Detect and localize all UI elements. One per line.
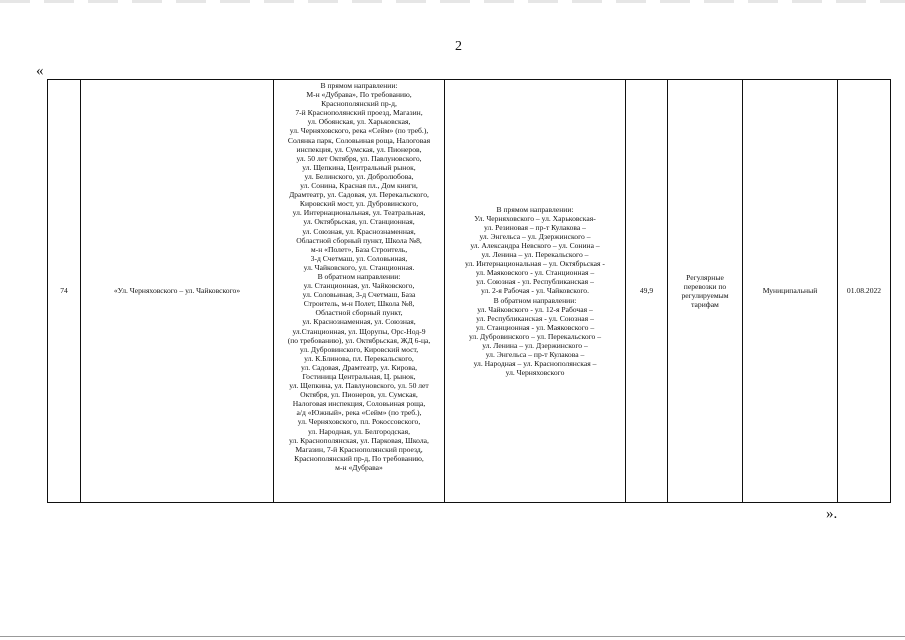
scan-bottom-edge bbox=[0, 636, 905, 637]
start-date-cell bbox=[838, 80, 891, 503]
route-table bbox=[47, 79, 891, 503]
route-length-cell bbox=[626, 80, 668, 503]
fare-type: Регулярные перевозки по регулируемым тарифам bbox=[681, 272, 729, 310]
streets-cell bbox=[445, 80, 626, 503]
start-date: 01.08.2022 bbox=[846, 286, 882, 296]
fare-type-cell bbox=[668, 80, 743, 503]
opening-quote-mark: « bbox=[36, 63, 44, 79]
route-name-cell bbox=[81, 80, 274, 503]
vehicle-type-cell bbox=[743, 80, 838, 503]
stops-cell bbox=[274, 80, 445, 503]
route-number: 74 bbox=[60, 286, 68, 296]
closing-quote-mark: ». bbox=[826, 506, 838, 522]
table-row bbox=[48, 80, 891, 503]
stops-list: В прямом направлении: М-н «Дубрава», По требованию, Краснополянский пр-д, 7-й Краснополянский проезд, Магазин, ул. Обоянская, ул. Харьковская, ул. Черняховского, река «Сейм» (по треб.), Солянка парк, Соловьиная роща, Налоговая инспекция, ул. Сумская, ул. Пионеров, ул. 50 лет Октября, ул. Павлуновского, ул. Щепкина, Центральный рынок, ул. Белинского, ул. Добролюбова, ул. Сонина, Красная пл., Дом книги, Драмтеатр, ул. Садовая, ул. Перекальского, Кировский мост, ул. Дубровинского, ул. Интернациональная, ул. Театральная, ул. Октябрьская, ул. Станционная, ул. Союзная, ул. Краснознаменная, Областной сборный пункт, Школа №8, м-н «Полет», База Строитель, 3-д Счетмаш, ул. Соловьиная, ул. Чайковского, ул. Станционная. В обратном направлении: ул. Станционная, ул. Чайковского, ул. Соловьиная, 3-д Счетмаш, База Строитель, м-н Полет, Школа №8, Областной сборный пункт, ул. Краснознаменная, ул. Союзная, ул.Станционная, ул. Щорупы, Орс-Нод-9 (по требованию), ул. Октябрьская, ЖД 6-ца, ул. Дубровинского, Кировский мост, ул. К.Блинова, пл. Перекальского, ул. Садовая, Драмтеатр, ул. Кирова, Гостиница Центральная, Ц. рынок, ул. Щепкина, ул. Павлуновского, ул. 50 лет Октября, ул. Пионеров, ул. Сумская, Налоговая инспекция, Соловьиная роща, а/д «Южный», река «Сейм» (по треб.), ул. Черняховского, пл. Рокоссовского, ул. Народная, ул. Белгородская, ул. Краснополянская, ул. Парковая, Школа, Магазин, 7-й Краснополянский проезд, Краснополянский пр-д, По требованию, м-н «Дубрава» bbox=[287, 81, 431, 472]
route-name: «Ул. Черняховского – ул. Чайковского» bbox=[113, 286, 241, 296]
scan-top-edge bbox=[0, 0, 905, 3]
streets-list: В прямом направлении: Ул. Черняховского – ул. Харьковская- ул. Резиновая – пр-т Кулакова – ул. Энгельса – ул. Дзержинского – ул. Александра Невского – ул. Сонина – ул. Ленина – ул. Перекальского – ул. Интернациональная – ул. Октябрьская - ул. Маяковского - ул. Станционная – ул. Союзная - ул. Республиканская – ул. 2-я Рабочая - ул. Чайковского. В обратном направлении: ул. Чайковского - ул. 12-я Рабочая – ул. Республиканская - ул. Союзная – ул. Станционная - ул. Маяковского – ул. Дубровинского – ул. Перекальского – ул. Ленина – ул. Дзержинского – ул. Энгельса – пр-т Кулакова – ул. Народная – ул. Краснополянская – ул. Черняховского bbox=[465, 204, 605, 378]
page-number: 2 bbox=[455, 39, 462, 54]
route-length: 49,9 bbox=[639, 286, 654, 296]
route-number-cell bbox=[48, 80, 81, 503]
vehicle-type: Муниципальный bbox=[762, 286, 818, 296]
